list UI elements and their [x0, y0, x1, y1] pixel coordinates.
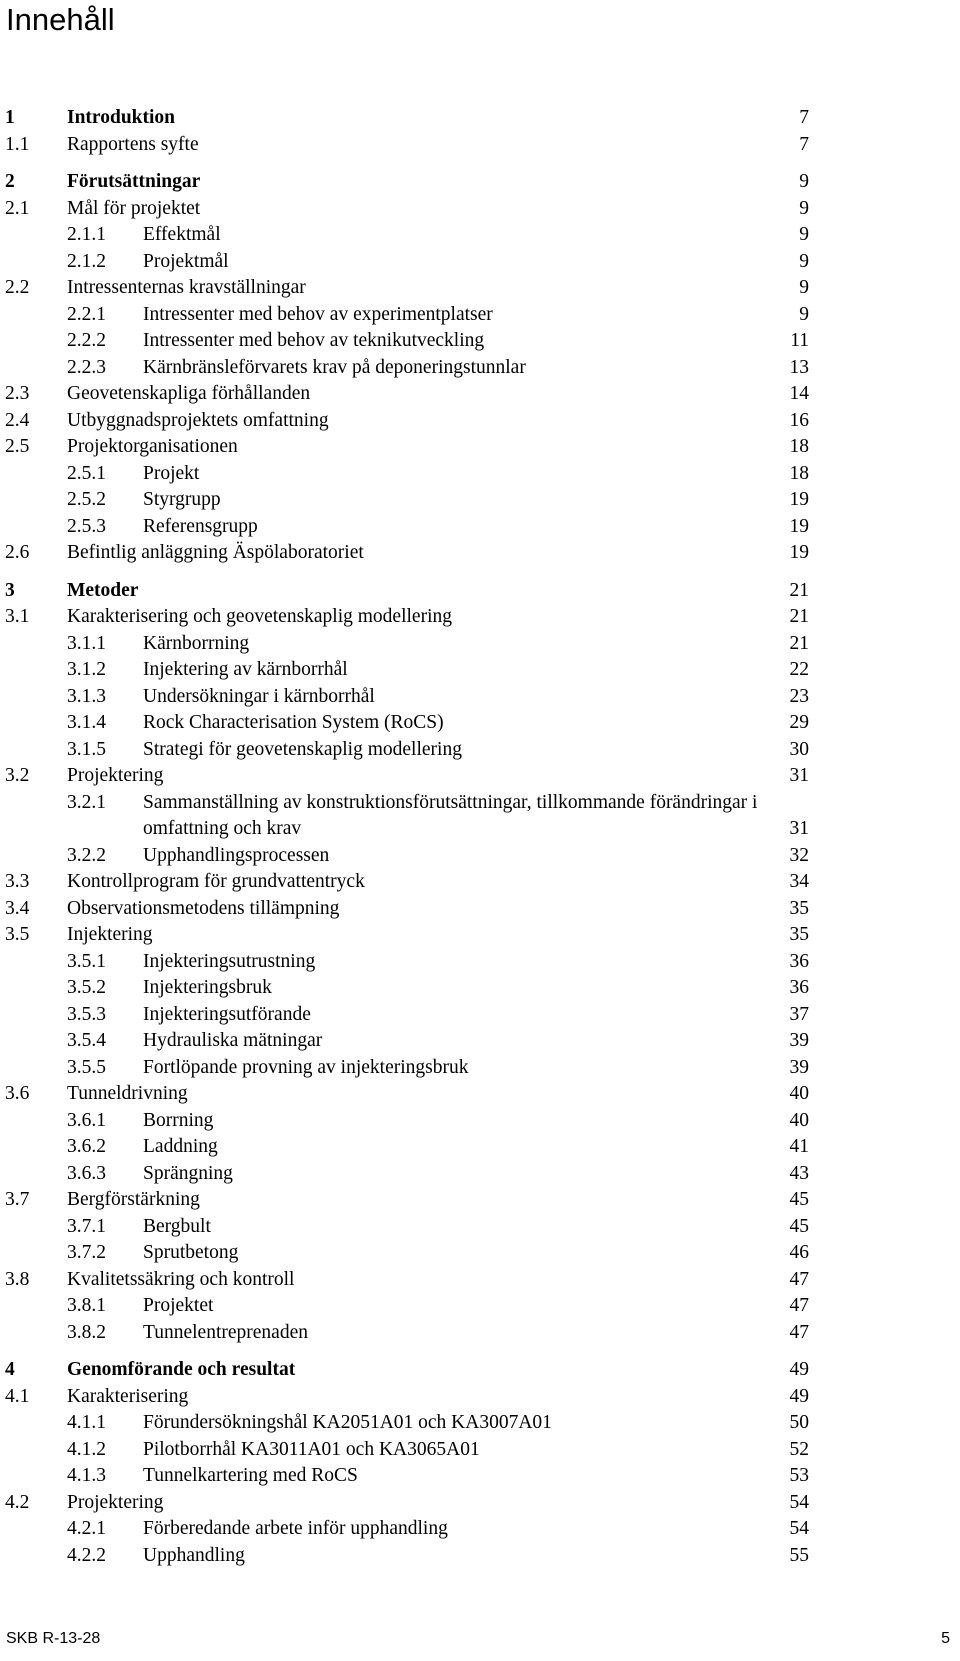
toc-entry-number: 3.5.2: [67, 977, 106, 998]
toc-entry[interactable]: [0, 1320, 960, 1347]
toc-entry[interactable]: [0, 869, 960, 896]
toc-entry-number: 2.1.1: [67, 224, 106, 245]
toc-entry-title: Intressenternas kravställningar: [67, 277, 306, 298]
toc-entry-title: Metoder: [67, 579, 139, 601]
toc-entry-page: 19: [789, 542, 809, 563]
toc-entry-title: Tunnelentreprenaden: [143, 1321, 308, 1343]
toc-entry-title: Hydrauliska mätningar: [143, 1030, 323, 1051]
toc-entry-page: 35: [789, 897, 809, 919]
toc-entry-title: Karakterisering och geovetenskaplig modellering: [67, 606, 452, 627]
toc-entry[interactable]: [0, 896, 960, 923]
toc-entry-page: 45: [789, 1215, 809, 1237]
toc-entry-number: 3.2.2: [67, 844, 106, 866]
toc-entry-number: 2.5.1: [67, 462, 106, 484]
toc-entry-title: Intressenter med behov av teknikutveckling: [143, 330, 485, 351]
toc-entry-page: 19: [789, 515, 809, 537]
toc-entry[interactable]: [0, 408, 960, 435]
toc-entry[interactable]: [0, 737, 960, 764]
toc-entry-title: Fortlöpande provning av injekteringsbruk: [143, 1056, 469, 1078]
page-footer: [0, 1630, 960, 1654]
toc-entry-title: Projektering: [67, 1491, 164, 1513]
toc-entry-title: Förundersökningshål KA2051A01 och KA3007A01: [143, 1412, 552, 1433]
toc-entry-title: Projektet: [143, 1295, 214, 1316]
toc-entry-page: 9: [799, 303, 809, 325]
toc-entry-page: 16: [789, 409, 809, 431]
toc-entry[interactable]: [0, 763, 960, 790]
toc-entry-title: Undersökningar i kärnborrhål: [143, 685, 375, 707]
toc-entry-page: 9: [799, 197, 809, 219]
toc-entry-page: 23: [789, 685, 809, 707]
toc-entry[interactable]: [0, 328, 960, 355]
toc-entry[interactable]: [0, 922, 960, 949]
report-id: SKB R-13-28: [6, 1630, 101, 1647]
toc-entry-number: 2.1: [5, 197, 30, 219]
toc-entry-title: Rock Characterisation System (RoCS): [143, 712, 444, 733]
toc-entry[interactable]: [0, 355, 960, 382]
toc-entry-number: 3.2.1: [67, 791, 106, 813]
toc-entry[interactable]: [0, 302, 960, 329]
toc-entry[interactable]: [0, 1161, 960, 1188]
toc-entry-number: 3.7.2: [67, 1242, 106, 1263]
toc-entry-title: Tunnelkartering med RoCS: [143, 1465, 358, 1486]
toc-entry[interactable]: [0, 1240, 960, 1267]
page-number: 5: [941, 1630, 950, 1647]
toc-entry-page: 47: [789, 1295, 809, 1316]
toc-entry[interactable]: [0, 1490, 960, 1517]
toc-entry-page: 14: [789, 383, 809, 404]
toc-entry-number: 2.2.1: [67, 303, 106, 325]
toc-entry-page: 39: [789, 1030, 809, 1051]
toc-entry-number: 2.5.3: [67, 515, 106, 537]
toc-entry[interactable]: [0, 1543, 960, 1570]
page-title: Innehåll: [6, 2, 115, 37]
toc-entry-title: Befintlig anläggning Äspölaboratoriet: [67, 542, 364, 563]
toc-entry-title: Rapportens syfte: [67, 133, 199, 155]
toc-entry[interactable]: [0, 1410, 960, 1437]
toc-entry-title: Injekteringsutrustning: [143, 950, 316, 972]
toc-entry-page: 49: [789, 1385, 809, 1407]
toc-entry-page: 47: [789, 1268, 809, 1290]
toc-entry[interactable]: [0, 949, 960, 976]
toc-entry-title: Laddning: [143, 1136, 218, 1157]
toc-entry[interactable]: [0, 1187, 960, 1214]
toc-entry[interactable]: [0, 1134, 960, 1161]
toc-entry-number: 3.4: [5, 897, 30, 919]
toc-entry-page: 53: [789, 1465, 809, 1486]
toc-entry-number: 4: [5, 1359, 15, 1380]
toc-entry-title: Intressenter med behov av experimentplatser: [143, 303, 493, 325]
toc-entry-title: Sammanställning av konstruktionsförutsättningar, tillkommande förändringar i omfattning och krav: [143, 791, 758, 839]
toc-entry[interactable]: [0, 843, 960, 870]
toc-entry-number: 1.1: [5, 133, 30, 155]
toc-entry-number: 3.5.1: [67, 950, 106, 972]
toc-entry-number: 2.5: [5, 436, 30, 457]
toc-entry-title: Observationsmetodens tillämpning: [67, 897, 340, 919]
toc-entry-title: Projektorganisationen: [67, 436, 238, 457]
toc-entry-title: Förberedande arbete inför upphandling: [143, 1518, 448, 1539]
toc-entry-title: Strategi för geovetenskaplig modellering: [143, 738, 462, 760]
toc-entry-number: 2.2.3: [67, 356, 106, 378]
toc-entry-title: Geovetenskapliga förhållanden: [67, 383, 311, 404]
toc-entry-title: Styrgrupp: [143, 489, 221, 510]
toc-entry-page: 21: [789, 606, 809, 627]
toc-entry-title: Kärnbränsleförvarets krav på deponeringstunnlar: [143, 356, 526, 378]
toc-entry-page: 30: [789, 738, 809, 760]
toc-entry-page: 9: [799, 171, 809, 192]
toc-entry-number: 4.2.2: [67, 1544, 106, 1566]
toc-entry[interactable]: [0, 540, 960, 567]
toc-entry[interactable]: [0, 169, 960, 196]
toc-entry[interactable]: [0, 132, 960, 159]
toc-entry[interactable]: [0, 657, 960, 684]
toc-entry-page: 7: [799, 107, 809, 128]
toc-entry[interactable]: [0, 1516, 960, 1543]
toc-entry-number: 2.5.2: [67, 489, 106, 510]
toc-entry[interactable]: [0, 1081, 960, 1108]
toc-entry-page: 19: [789, 489, 809, 510]
toc-entry-number: 2: [5, 171, 15, 192]
toc-entry[interactable]: [0, 1463, 960, 1490]
toc-entry[interactable]: [0, 434, 960, 461]
toc-entry-number: 2.3: [5, 383, 30, 404]
toc-entry-title: Referensgrupp: [143, 515, 258, 537]
toc-entry[interactable]: [0, 1384, 960, 1411]
toc-entry-title: Bergbult: [143, 1215, 211, 1237]
toc-entry-number: 3.8.1: [67, 1295, 106, 1316]
toc-entry-title: Genomförande och resultat: [67, 1359, 296, 1380]
toc-entry-number: 3.1.2: [67, 659, 106, 680]
toc-entry-page: 50: [789, 1412, 809, 1433]
toc-entry-number: 1: [5, 107, 15, 128]
toc-entry-page: 13: [789, 356, 809, 378]
toc-entry-number: 3.1: [5, 606, 30, 627]
toc-entry-page: 9: [799, 277, 809, 298]
toc-entry[interactable]: [0, 105, 960, 132]
toc-entry-page: 18: [789, 436, 809, 457]
toc-entry-number: 3.5: [5, 924, 30, 945]
toc-entry-page: 45: [789, 1189, 809, 1210]
toc-entry[interactable]: [0, 1214, 960, 1241]
toc-entry[interactable]: [0, 710, 960, 737]
toc-entry-title: Effektmål: [143, 224, 221, 245]
toc-entry[interactable]: [0, 249, 960, 276]
toc-entry[interactable]: [0, 604, 960, 631]
toc-entry-title: Kärnborrning: [143, 632, 250, 654]
toc-entry[interactable]: [0, 381, 960, 408]
toc-entry-number: 3.2: [5, 765, 30, 786]
toc-entry-page: 31: [789, 818, 809, 839]
toc-entry-number: 3.1.4: [67, 712, 106, 733]
toc-entry-page: 46: [789, 1242, 809, 1263]
toc-entry-number: 3.3: [5, 871, 30, 892]
toc-entry-page: 11: [790, 330, 809, 351]
toc-entry-page: 32: [789, 844, 809, 866]
toc-entry-title: Kontrollprogram för grundvattentryck: [67, 871, 365, 892]
toc-entry-title: Projektering: [67, 765, 164, 786]
toc-entry-number: 3.5.4: [67, 1030, 106, 1051]
toc-entry-page: 52: [789, 1438, 809, 1460]
toc-entry-number: 3.6: [5, 1083, 30, 1104]
toc-entry[interactable]: [0, 275, 960, 302]
toc-entry-title: Karakterisering: [67, 1385, 189, 1407]
toc-entry-number: 2.6: [5, 542, 30, 563]
toc-entry-number: 3.6.3: [67, 1162, 106, 1184]
table-of-contents: [0, 105, 960, 1569]
toc-entry-title: Injekteringsutförande: [143, 1003, 311, 1025]
toc-entry-number: 4.2: [5, 1491, 30, 1513]
toc-entry[interactable]: [0, 461, 960, 488]
toc-entry-number: 3: [5, 579, 15, 601]
toc-entry-number: 3.6.1: [67, 1109, 106, 1131]
toc-entry[interactable]: [0, 1437, 960, 1464]
toc-entry-page: 54: [789, 1491, 809, 1513]
toc-entry-number: 4.1.2: [67, 1438, 106, 1460]
toc-entry-page: 34: [789, 871, 809, 892]
toc-entry-number: 3.1.1: [67, 632, 106, 654]
toc-entry[interactable]: [0, 1293, 960, 1320]
toc-entry-page: 40: [789, 1083, 809, 1104]
toc-entry-title: Borrning: [143, 1109, 214, 1131]
toc-entry[interactable]: [0, 196, 960, 223]
toc-entry-number: 2.4: [5, 409, 30, 431]
toc-entry-number: 3.1.3: [67, 685, 106, 707]
toc-entry-number: 3.6.2: [67, 1136, 106, 1157]
toc-entry-number: 4.2.1: [67, 1518, 106, 1539]
toc-entry-number: 4.1.1: [67, 1412, 106, 1433]
toc-entry-title: Bergförstärkning: [67, 1189, 200, 1210]
toc-entry-title: Sprutbetong: [143, 1242, 239, 1263]
toc-entry-title: Tunneldrivning: [67, 1083, 188, 1104]
toc-entry-title: Projektmål: [143, 250, 229, 272]
toc-entry[interactable]: [0, 684, 960, 711]
toc-entry-page: 47: [789, 1321, 809, 1343]
toc-entry-title: Introduktion: [67, 107, 176, 128]
toc-entry-number: 3.8.2: [67, 1321, 106, 1343]
toc-entry-title: Sprängning: [143, 1162, 233, 1184]
toc-entry[interactable]: [0, 790, 960, 843]
toc-entry-page: 41: [789, 1136, 809, 1157]
toc-entry-title: Upphandling: [143, 1544, 245, 1566]
toc-entry-number: 3.7: [5, 1189, 30, 1210]
toc-entry-title: Injekteringsbruk: [143, 977, 272, 998]
toc-entry-number: 2.2: [5, 277, 30, 298]
toc-entry-number: 3.5.3: [67, 1003, 106, 1025]
toc-entry-number: 3.5.5: [67, 1056, 106, 1078]
toc-entry-number: 3.7.1: [67, 1215, 106, 1237]
toc-entry[interactable]: [0, 578, 960, 605]
toc-entry-page: 54: [789, 1518, 809, 1539]
toc-entry[interactable]: [0, 1028, 960, 1055]
toc-entry-page: 36: [789, 950, 809, 972]
toc-entry[interactable]: [0, 1055, 960, 1082]
toc-entry[interactable]: [0, 222, 960, 249]
toc-entry[interactable]: [0, 1357, 960, 1384]
toc-entry-page: 35: [789, 924, 809, 945]
toc-entry-number: 4.1: [5, 1385, 30, 1407]
toc-entry-title: Utbyggnadsprojektets omfattning: [67, 409, 329, 431]
toc-entry-page: 18: [789, 462, 809, 484]
toc-entry-page: 7: [799, 133, 809, 155]
toc-entry-title: Upphandlingsprocessen: [143, 844, 330, 866]
toc-entry-number: 4.1.3: [67, 1465, 106, 1486]
toc-entry[interactable]: [0, 487, 960, 514]
toc-entry[interactable]: [0, 1108, 960, 1135]
toc-entry-page: 37: [789, 1003, 809, 1025]
toc-entry[interactable]: [0, 514, 960, 541]
toc-entry[interactable]: [0, 631, 960, 658]
toc-entry-title: Förutsättningar: [67, 171, 201, 192]
toc-entry-number: 2.1.2: [67, 250, 106, 272]
toc-entry-page: 21: [789, 632, 809, 654]
toc-entry-title: Mål för projektet: [67, 197, 201, 219]
toc-entry[interactable]: [0, 1267, 960, 1294]
toc-entry[interactable]: [0, 975, 960, 1002]
toc-entry-number: 3.1.5: [67, 738, 106, 760]
toc-entry-title: Injektering: [67, 924, 153, 945]
toc-entry[interactable]: [0, 1002, 960, 1029]
toc-entry-page: 49: [789, 1359, 809, 1380]
toc-entry-page: 39: [789, 1056, 809, 1078]
toc-entry-title: Pilotborrhål KA3011A01 och KA3065A01: [143, 1438, 480, 1460]
toc-entry-page: 36: [789, 977, 809, 998]
toc-entry-title: Injektering av kärnborrhål: [143, 659, 348, 680]
toc-entry-title: Kvalitetssäkring och kontroll: [67, 1268, 295, 1290]
toc-entry-page: 55: [789, 1544, 809, 1566]
toc-entry-page: 40: [789, 1109, 809, 1131]
toc-entry-page: 9: [799, 224, 809, 245]
toc-entry-page: 43: [789, 1162, 809, 1184]
toc-entry-page: 22: [789, 659, 809, 680]
toc-entry-page: 21: [789, 579, 809, 601]
toc-entry-number: 2.2.2: [67, 330, 106, 351]
toc-entry-title: Projekt: [143, 462, 200, 484]
toc-entry-page: 29: [789, 712, 809, 733]
toc-entry-page: 31: [789, 765, 809, 786]
toc-entry-page: 9: [799, 250, 809, 272]
toc-entry-number: 3.8: [5, 1268, 30, 1290]
